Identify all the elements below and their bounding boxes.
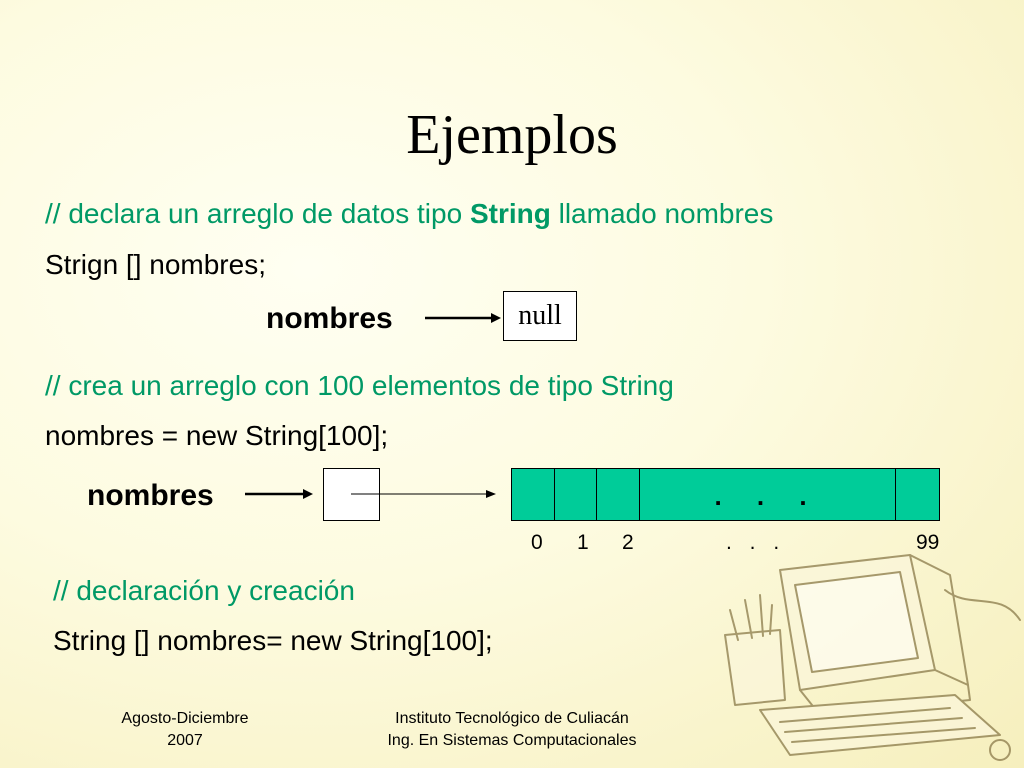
null-box: null <box>503 291 577 341</box>
array-cell-last <box>895 468 940 521</box>
footer-date-line2: 2007 <box>167 732 203 749</box>
comment-declare-suffix: llamado nombres <box>550 198 774 229</box>
footer-institution-line2: Ing. En Sistemas Computacionales <box>387 732 637 749</box>
code-declare: Strign [] nombres; <box>45 249 266 280</box>
footer-date-line1: Agosto-Diciembre <box>121 710 249 727</box>
array-cell <box>596 468 640 521</box>
comment-declare-prefix: // declara un arreglo de datos tipo <box>45 198 470 229</box>
index-label-ellipsis: . . . <box>726 531 786 554</box>
array-cell-ellipsis: . . . <box>639 468 897 521</box>
index-label: 99 <box>916 531 940 554</box>
index-label: 1 <box>577 531 589 554</box>
reference-arrow <box>351 486 511 502</box>
footer-institution <box>342 708 682 752</box>
footer-date <box>95 708 275 752</box>
slide-title: Ejemplos <box>406 104 618 166</box>
diagram1-label: nombres <box>266 302 393 335</box>
diagram2-label-arrow <box>245 486 325 502</box>
comment-declare-create: // declaración y creación <box>53 575 355 606</box>
comment-create: // crea un arreglo con 100 elementos de tipo String <box>45 370 674 401</box>
computer-clipart-icon <box>700 550 1024 768</box>
array-cell <box>511 468 555 521</box>
code-create: nombres = new String[100]; <box>45 420 389 451</box>
diagram1-arrow <box>425 310 505 326</box>
comment-declare <box>45 197 773 231</box>
index-label: 0 <box>531 531 543 554</box>
index-label: 2 <box>622 531 634 554</box>
array-100-elements <box>511 468 940 521</box>
array-cell <box>554 468 598 521</box>
footer-institution-line1: Instituto Tecnológico de Culiacán <box>395 710 629 727</box>
diagram2-label: nombres <box>87 479 214 512</box>
code-declare-create: String [] nombres= new String[100]; <box>53 625 493 656</box>
comment-declare-type: String <box>469 198 551 229</box>
